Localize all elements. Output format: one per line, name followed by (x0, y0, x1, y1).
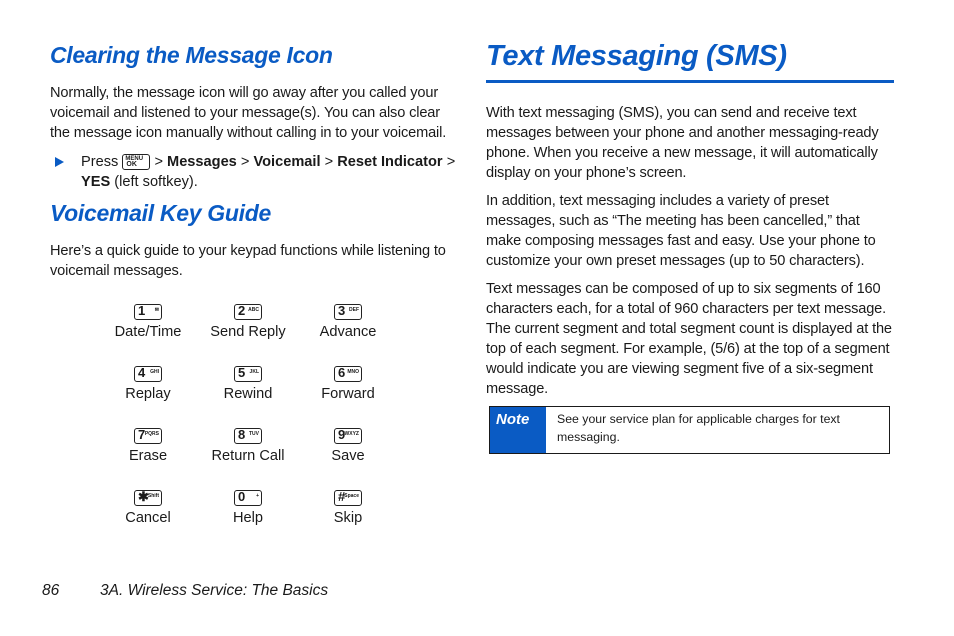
key-guide-item: 4 GHI Replay (125, 365, 171, 402)
sms-paragraph-1: With text messaging (SMS), you can send and receive text messages between your phone and another messaging-ready phone. When you receive a new message, it will automatically display on your phone’s screen. (486, 105, 879, 181)
key-guide-item: 6 MNO Forward (321, 365, 375, 402)
title-rule (486, 80, 894, 83)
menu-path-messages: Messages (167, 154, 237, 170)
key-guide-item: 9 WXYZ Save (331, 427, 365, 464)
note-label: Note (490, 407, 546, 453)
section-footer: 3A. Wireless Service: The Basics (100, 582, 329, 599)
key-guide-item: 5 JKL Rewind (223, 365, 273, 402)
bullet-arrow-icon (55, 157, 64, 167)
keypad-star-icon: ✱ Shift (134, 490, 162, 506)
clear-icon-step: Press MENU OK > Messages > Voicemail > Reset Indicator > YES (left softkey). (50, 152, 460, 192)
keypad-4-icon: 4 GHI (134, 366, 162, 382)
sms-paragraph-3: Text messages can be composed of up to six segments of 160 characters each, for a total of 960 characters per text message. The current segment and total segment count is displayed at the top of each segment. For example, (5/6) at the top of a segment would indicate you are viewing segment five of a six-segment message. (486, 281, 892, 397)
softkey-yes: YES (81, 174, 111, 190)
note-box (489, 406, 890, 454)
keypad-5-icon: 5 JKL (234, 366, 262, 382)
key-guide-item: 3 DEF Advance (319, 303, 377, 340)
menu-ok-key-icon: MENU OK (122, 154, 150, 170)
step-press-text: Press (81, 154, 119, 170)
section-heading-voicemail: Voicemail Key Guide (50, 200, 271, 226)
note-text: See your service plan for applicable charges for text messaging. (557, 412, 840, 444)
voicemail-paragraph: Here’s a quick guide to your keypad functions while listening to voicemail messages. (50, 243, 446, 279)
keypad-pound-icon: # Space (334, 490, 362, 506)
menu-path-reset-indicator: Reset Indicator (337, 154, 443, 170)
menu-path-voicemail: Voicemail (253, 154, 321, 170)
key-guide-item: 8 TUV Return Call (211, 427, 285, 464)
keypad-6-icon: 6 MNO (334, 366, 362, 382)
page-title: Text Messaging (SMS) (486, 40, 787, 72)
key-guide-item: 1 ✉ Date/Time (114, 303, 182, 340)
keypad-1-icon: 1 ✉ (134, 304, 162, 320)
keypad-7-icon: 7 PQRS (134, 428, 162, 444)
page-number: 86 (42, 582, 60, 599)
keypad-9-icon: 9 WXYZ (334, 428, 362, 444)
key-guide-item: 2 ABC Send Reply (210, 303, 286, 340)
key-guide-item: ✱ Shift Cancel (125, 489, 171, 526)
keypad-8-icon: 8 TUV (234, 428, 262, 444)
keypad-3-icon: 3 DEF (334, 304, 362, 320)
sms-paragraph-2: In addition, text messaging includes a variety of preset messages, such as “The meeting has been cancelled,” that make composing messages fast and easy. Use your phone to customize your own preset messages (up to 50 characters). (486, 193, 876, 269)
keypad-0-icon: 0 + (234, 490, 262, 506)
key-guide-item: # Space Skip (333, 489, 363, 526)
keypad-2-icon: 2 ABC (234, 304, 262, 320)
key-guide-item: 7 PQRS Erase (128, 427, 168, 464)
key-guide-item: 0 + Help (232, 489, 263, 526)
softkey-note: (left softkey). (114, 174, 198, 190)
section-heading-clearing: Clearing the Message Icon (50, 42, 333, 68)
clearing-paragraph: Normally, the message icon will go away after you called your voicemail and listened to your message(s). You can also clear the message icon manually without calling in to your voicemail. (50, 85, 447, 141)
